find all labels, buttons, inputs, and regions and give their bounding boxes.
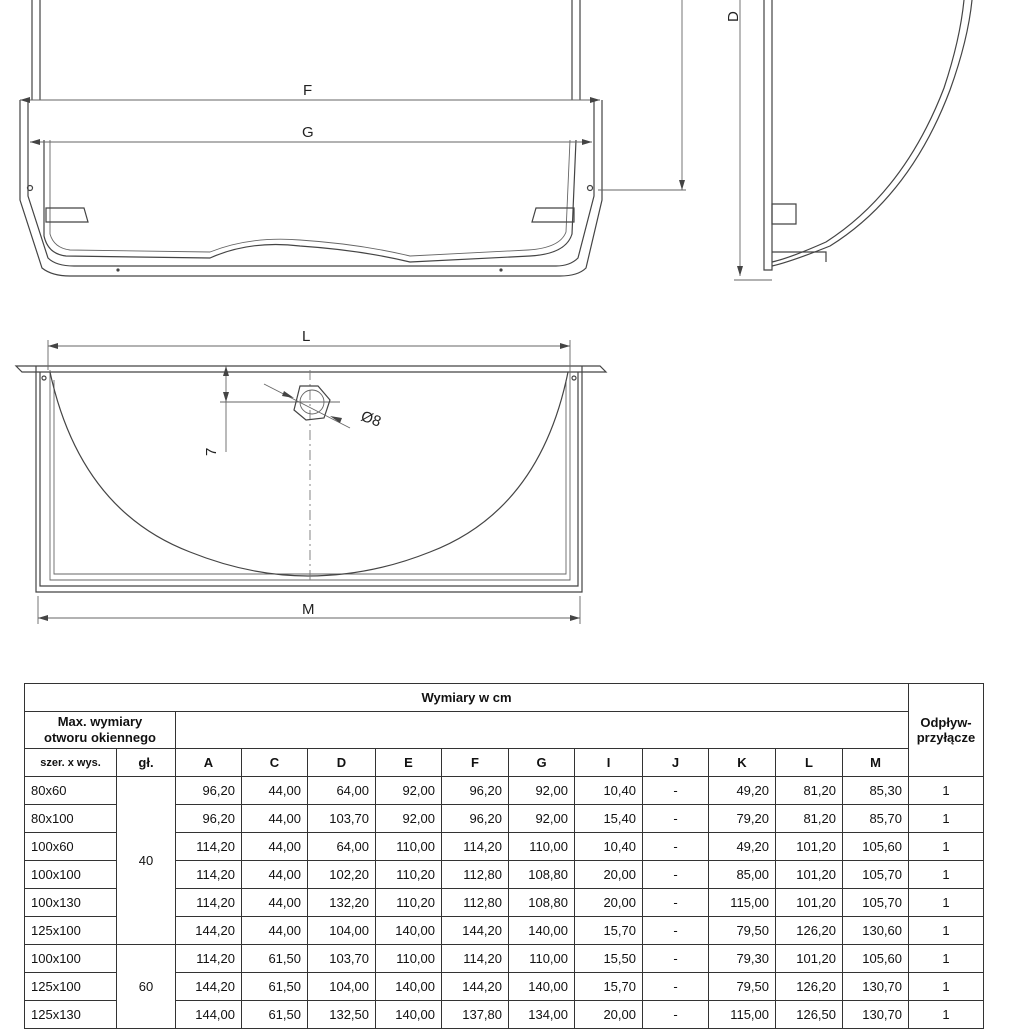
cell-m: 105,70: [843, 889, 909, 917]
cell-depth: 40: [117, 777, 176, 945]
cell-m: 130,60: [843, 917, 909, 945]
cell-g: 110,00: [509, 833, 575, 861]
cell-size: 80x60: [25, 777, 117, 805]
column-header-g: G: [509, 749, 575, 777]
cell-m: 85,70: [843, 805, 909, 833]
cell-i: 10,40: [575, 833, 643, 861]
cell-k: 79,30: [709, 945, 776, 973]
cell-g: 92,00: [509, 777, 575, 805]
cell-g: 140,00: [509, 917, 575, 945]
cell-m: 105,70: [843, 861, 909, 889]
cell-m: 105,60: [843, 833, 909, 861]
cell-e: 110,20: [376, 861, 442, 889]
dim-label-m: M: [302, 601, 315, 618]
cell-size: 100x60: [25, 833, 117, 861]
cell-m: 85,30: [843, 777, 909, 805]
dim-label-f: F: [303, 82, 313, 99]
cell-outlet: 1: [909, 917, 984, 945]
cell-f: 112,80: [442, 861, 509, 889]
cell-f: 137,80: [442, 1001, 509, 1029]
cell-depth: 60: [117, 945, 176, 1029]
cell-l: 101,20: [776, 861, 843, 889]
cell-j: -: [643, 889, 709, 917]
cell-j: -: [643, 917, 709, 945]
cell-c: 44,00: [242, 805, 308, 833]
cell-c: 44,00: [242, 861, 308, 889]
dim-label-7: 7: [203, 447, 220, 456]
cell-e: 92,00: [376, 777, 442, 805]
cell-k: 79,50: [709, 973, 776, 1001]
header-window: [25, 712, 176, 749]
dim-label-diameter: Ø8: [358, 407, 384, 431]
cell-c: 61,50: [242, 1001, 308, 1029]
cell-k: 49,20: [709, 833, 776, 861]
cell-size: 80x100: [25, 805, 117, 833]
cell-a: 114,20: [176, 945, 242, 973]
cell-k: 49,20: [709, 777, 776, 805]
column-header-f: F: [442, 749, 509, 777]
cell-l: 101,20: [776, 945, 843, 973]
cell-i: 20,00: [575, 861, 643, 889]
dim-label-l: L: [302, 328, 311, 345]
cell-outlet: 1: [909, 1001, 984, 1029]
cell-g: 108,80: [509, 861, 575, 889]
cell-j: -: [643, 945, 709, 973]
side-view: [598, 0, 972, 280]
header-depth: gł.: [117, 749, 176, 777]
header-main: Wymiary w cm: [25, 684, 909, 712]
cell-i: 15,40: [575, 805, 643, 833]
cell-j: -: [643, 805, 709, 833]
column-header-d: D: [308, 749, 376, 777]
cell-a: 144,20: [176, 973, 242, 1001]
header-outlet-line1: Odpływ-: [920, 715, 972, 730]
column-header-j: J: [643, 749, 709, 777]
cell-l: 81,20: [776, 805, 843, 833]
cell-l: 81,20: [776, 777, 843, 805]
header-outlet-line2: przyłącze: [916, 730, 976, 745]
cell-e: 140,00: [376, 917, 442, 945]
cell-size: 125x100: [25, 973, 117, 1001]
cell-k: 115,00: [709, 1001, 776, 1029]
cell-g: 108,80: [509, 889, 575, 917]
cell-i: 20,00: [575, 889, 643, 917]
cell-k: 79,50: [709, 917, 776, 945]
table-row: [25, 945, 984, 973]
cell-d: 104,00: [308, 973, 376, 1001]
cell-i: 15,70: [575, 973, 643, 1001]
cell-d: 103,70: [308, 945, 376, 973]
cell-f: 112,80: [442, 889, 509, 917]
cell-l: 101,20: [776, 889, 843, 917]
cell-d: 104,00: [308, 917, 376, 945]
cell-d: 103,70: [308, 805, 376, 833]
cell-outlet: 1: [909, 973, 984, 1001]
cell-k: 115,00: [709, 889, 776, 917]
cell-j: -: [643, 973, 709, 1001]
cell-outlet: 1: [909, 945, 984, 973]
cell-i: 20,00: [575, 1001, 643, 1029]
cell-k: 85,00: [709, 861, 776, 889]
cell-e: 110,20: [376, 889, 442, 917]
cell-size: 125x100: [25, 917, 117, 945]
cell-j: -: [643, 777, 709, 805]
cell-m: 130,70: [843, 973, 909, 1001]
cell-d: 132,20: [308, 889, 376, 917]
cell-c: 44,00: [242, 777, 308, 805]
column-header-row: [25, 749, 984, 777]
cell-d: 132,50: [308, 1001, 376, 1029]
cell-a: 114,20: [176, 861, 242, 889]
cell-l: 126,20: [776, 973, 843, 1001]
cell-size: 100x130: [25, 889, 117, 917]
cell-outlet: 1: [909, 833, 984, 861]
column-header-i: I: [575, 749, 643, 777]
cell-f: 96,20: [442, 805, 509, 833]
cell-a: 144,00: [176, 1001, 242, 1029]
cell-l: 126,20: [776, 917, 843, 945]
header-window-line1: Max. wymiary: [57, 714, 143, 729]
cell-outlet: 1: [909, 805, 984, 833]
cell-a: 96,20: [176, 777, 242, 805]
cell-f: 144,20: [442, 973, 509, 1001]
cell-a: 96,20: [176, 805, 242, 833]
cell-e: 110,00: [376, 945, 442, 973]
dim-label-g: G: [302, 124, 314, 141]
cell-m: 105,60: [843, 945, 909, 973]
cell-l: 126,50: [776, 1001, 843, 1029]
column-header-c: C: [242, 749, 308, 777]
cell-d: 64,00: [308, 833, 376, 861]
cell-size: 100x100: [25, 945, 117, 973]
cell-a: 114,20: [176, 833, 242, 861]
column-header-e: E: [376, 749, 442, 777]
cell-i: 10,40: [575, 777, 643, 805]
cell-f: 96,20: [442, 777, 509, 805]
cell-c: 61,50: [242, 945, 308, 973]
column-header-a: A: [176, 749, 242, 777]
cell-i: 15,50: [575, 945, 643, 973]
cell-g: 140,00: [509, 973, 575, 1001]
cell-size: 125x130: [25, 1001, 117, 1029]
cell-outlet: 1: [909, 889, 984, 917]
cell-e: 140,00: [376, 1001, 442, 1029]
column-header-l: L: [776, 749, 843, 777]
cell-m: 130,70: [843, 1001, 909, 1029]
front-view: [20, 0, 602, 276]
cell-g: 134,00: [509, 1001, 575, 1029]
header-size: szer. x wys.: [25, 749, 117, 777]
cell-d: 102,20: [308, 861, 376, 889]
top-view: [16, 328, 606, 624]
cell-c: 44,00: [242, 889, 308, 917]
cell-j: -: [643, 833, 709, 861]
table-row: [25, 777, 984, 805]
cell-e: 92,00: [376, 805, 442, 833]
column-header-k: K: [709, 749, 776, 777]
header-outlet: [909, 684, 984, 777]
cell-l: 101,20: [776, 833, 843, 861]
cell-j: -: [643, 1001, 709, 1029]
cell-k: 79,20: [709, 805, 776, 833]
column-header-m: M: [843, 749, 909, 777]
cell-a: 144,20: [176, 917, 242, 945]
cell-c: 61,50: [242, 973, 308, 1001]
cell-g: 110,00: [509, 945, 575, 973]
cell-e: 110,00: [376, 833, 442, 861]
cell-f: 114,20: [442, 945, 509, 973]
cell-g: 92,00: [509, 805, 575, 833]
header-window-line2: otworu okiennego: [44, 730, 156, 745]
cell-d: 64,00: [308, 777, 376, 805]
cell-f: 144,20: [442, 917, 509, 945]
cell-outlet: 1: [909, 861, 984, 889]
cell-f: 114,20: [442, 833, 509, 861]
cell-size: 100x100: [25, 861, 117, 889]
cell-c: 44,00: [242, 833, 308, 861]
cell-outlet: 1: [909, 777, 984, 805]
cell-e: 140,00: [376, 973, 442, 1001]
cell-a: 114,20: [176, 889, 242, 917]
header-blank: [176, 712, 909, 749]
dimensions-table: [24, 683, 984, 1029]
cell-j: -: [643, 861, 709, 889]
cell-c: 44,00: [242, 917, 308, 945]
cell-i: 15,70: [575, 917, 643, 945]
dim-label-d: D: [725, 11, 742, 22]
